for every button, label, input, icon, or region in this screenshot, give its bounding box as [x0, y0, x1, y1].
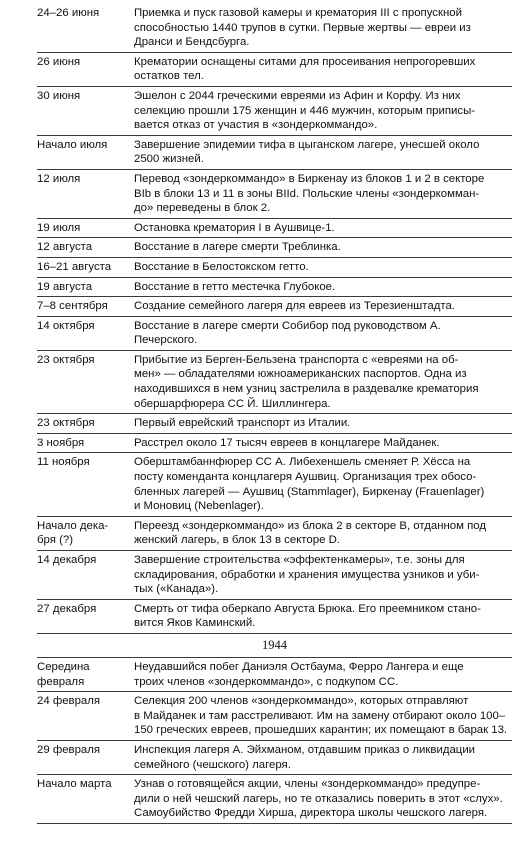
- event-description: Восстание в гетто местечка Глубокое.: [134, 280, 336, 293]
- event-date: 27 декабря: [37, 602, 97, 615]
- event-date: 26 июня: [37, 55, 81, 68]
- table-row: [37, 414, 512, 434]
- event-description: Оберштамбаннфюрер СС А. Либехеншель сменяет Р. Хёсса на посту коменданта концлагеря Аушвиц. Организация трех обосо- бленных лагерей — Аушвиц (Stammlager), Биркенау (Frauenlager) и Моновиц (Nebenlager).: [134, 456, 485, 513]
- table-row: [37, 658, 512, 692]
- table-row: [37, 219, 512, 239]
- event-description: Эшелон с 2044 греческими евреями из Афин и Корфу. Из них селекцию прошли 175 женщин и 446 мужчин, которым приписы- вается отказ от участия в «зондеркоммандо».: [134, 89, 476, 132]
- event-date: 14 декабря: [37, 554, 97, 566]
- table-row: [37, 453, 512, 516]
- event-description: Инспекция лагеря А. Эйхманом, отдавшим приказ о ликвидации семейного (чешского) лагеря.: [134, 743, 476, 771]
- table-row: [37, 434, 512, 454]
- table-row: [37, 317, 512, 351]
- event-description: Восстание в Белостокском гетто.: [134, 260, 309, 273]
- event-date: Середина февраля: [37, 660, 90, 688]
- event-description: Восстание в лагере смерти Собибор под руководством А. Печерского.: [134, 319, 441, 347]
- event-date: 12 июля: [37, 172, 81, 185]
- table-row: [37, 351, 512, 414]
- table-row: [37, 238, 512, 258]
- event-date: Начало марта: [37, 778, 112, 791]
- event-description: Крематории оснащены ситами для просеивания непрогоревших остатков тел.: [134, 55, 476, 83]
- event-description: Неудавшийся побег Даниэля Остбаума, Ферро Лангера и еще троих членов «зондеркоммандо», с подкупом СС.: [134, 660, 464, 688]
- event-description: Завершение эпидемии тифа в цыганском лагере, унесшей около 2500 жизней.: [134, 138, 480, 166]
- table-row: [37, 136, 512, 170]
- event-description: Первый еврейский транспорт из Италии.: [134, 417, 351, 430]
- event-date: 12 августа: [37, 241, 93, 254]
- event-description: Узнав о готовящейся акции, члены «зондеркоммандо» предупре- дили о ней чешский лагерь, но те отказались поверить в этот «слух». Самоубийство Фредди Хирша, директора школы чешского лагеря.: [134, 778, 503, 820]
- event-description: Смерть от тифа оберкапо Августа Брюка. Его преемником стано- вится Яков Каминский.: [134, 602, 481, 630]
- event-date: 3 ноября: [37, 436, 85, 449]
- table-row: [37, 53, 512, 87]
- event-description: Завершение строительства «эффектенкамеры», т.е. зоны для складирования, обработки и хранения имущества узников и уби- тых («Канада»).: [134, 554, 480, 596]
- event-date: 14 октября: [37, 319, 95, 332]
- event-date: 11 ноября: [37, 456, 90, 469]
- table-row: [37, 600, 512, 634]
- event-date: 19 июля: [37, 221, 81, 234]
- event-description: Селекция 200 членов «зондеркоммандо», которых отправляют в Майданек и там расстреливают. Им на замену отбирают около 100– 150 греческих евреев, прошедших карантин; их помещают в барак 13.: [134, 695, 508, 737]
- table-row: [37, 258, 512, 278]
- table-row: [37, 170, 512, 219]
- event-description: Прибытие из Берген-Бельзена транспорта с «евреями на об- мен» — обладателями южноамериканских паспортов. Одна из находившихся в нем узниц застрелила в раздевалке крематория обершарфюрера СС Й. Шиллингера.: [134, 353, 479, 410]
- event-date: Начало июля: [37, 138, 108, 151]
- table-row: [37, 4, 512, 53]
- event-date: 23 октября: [37, 417, 95, 430]
- event-date: 23 октября: [37, 353, 95, 366]
- table-row: [37, 692, 512, 741]
- event-description: Остановка крематория I в Аушвице-1.: [134, 221, 335, 234]
- event-date: Начало дека- бря (?): [37, 519, 109, 547]
- event-date: 24 февраля: [37, 695, 101, 708]
- chronology-table-1943: [37, 4, 512, 634]
- table-row: [37, 551, 512, 600]
- table-row: [37, 775, 512, 824]
- event-date: 30 июня: [37, 89, 81, 102]
- event-date: 29 февраля: [37, 743, 101, 756]
- year-heading: 1944: [262, 637, 287, 652]
- event-date: 16–21 августа: [37, 260, 112, 273]
- event-date: 19 августа: [37, 280, 93, 293]
- event-description: Восстание в лагере смерти Треблинка.: [134, 241, 341, 254]
- table-row: [37, 297, 512, 317]
- event-date: 24–26 июня: [37, 7, 100, 19]
- event-description: Расстрел около 17 тысяч евреев в концлагере Майданек.: [134, 436, 440, 449]
- event-description: Переезд «зондеркоммандо» из блока 2 в секторе В, отданном под женский лагерь, в блок 13 в секторе D.: [134, 519, 487, 547]
- table-row: [37, 278, 512, 298]
- event-description: Приемка и пуск газовой камеры и крематория III с пропускной способностью 1440 трупов в сутки. Первые жертвы — евреи из Дранси и Бендсбурга.: [134, 7, 471, 49]
- year-heading-row: [37, 634, 512, 658]
- table-row: [37, 87, 512, 136]
- table-row: [37, 517, 512, 551]
- chronology-table-1944: [37, 658, 512, 824]
- table-row: [37, 741, 512, 775]
- event-date: 7–8 сентября: [37, 300, 108, 313]
- event-description: Перевод «зондеркоммандо» в Биркенау из блоков 1 и 2 в секторе BIb в блоки 13 и 11 в зоны BIId. Польские члены «зондеркомман- до» переведены в блок 2.: [134, 172, 485, 215]
- event-description: Создание семейного лагеря для евреев из Терезиенштадта.: [134, 300, 455, 313]
